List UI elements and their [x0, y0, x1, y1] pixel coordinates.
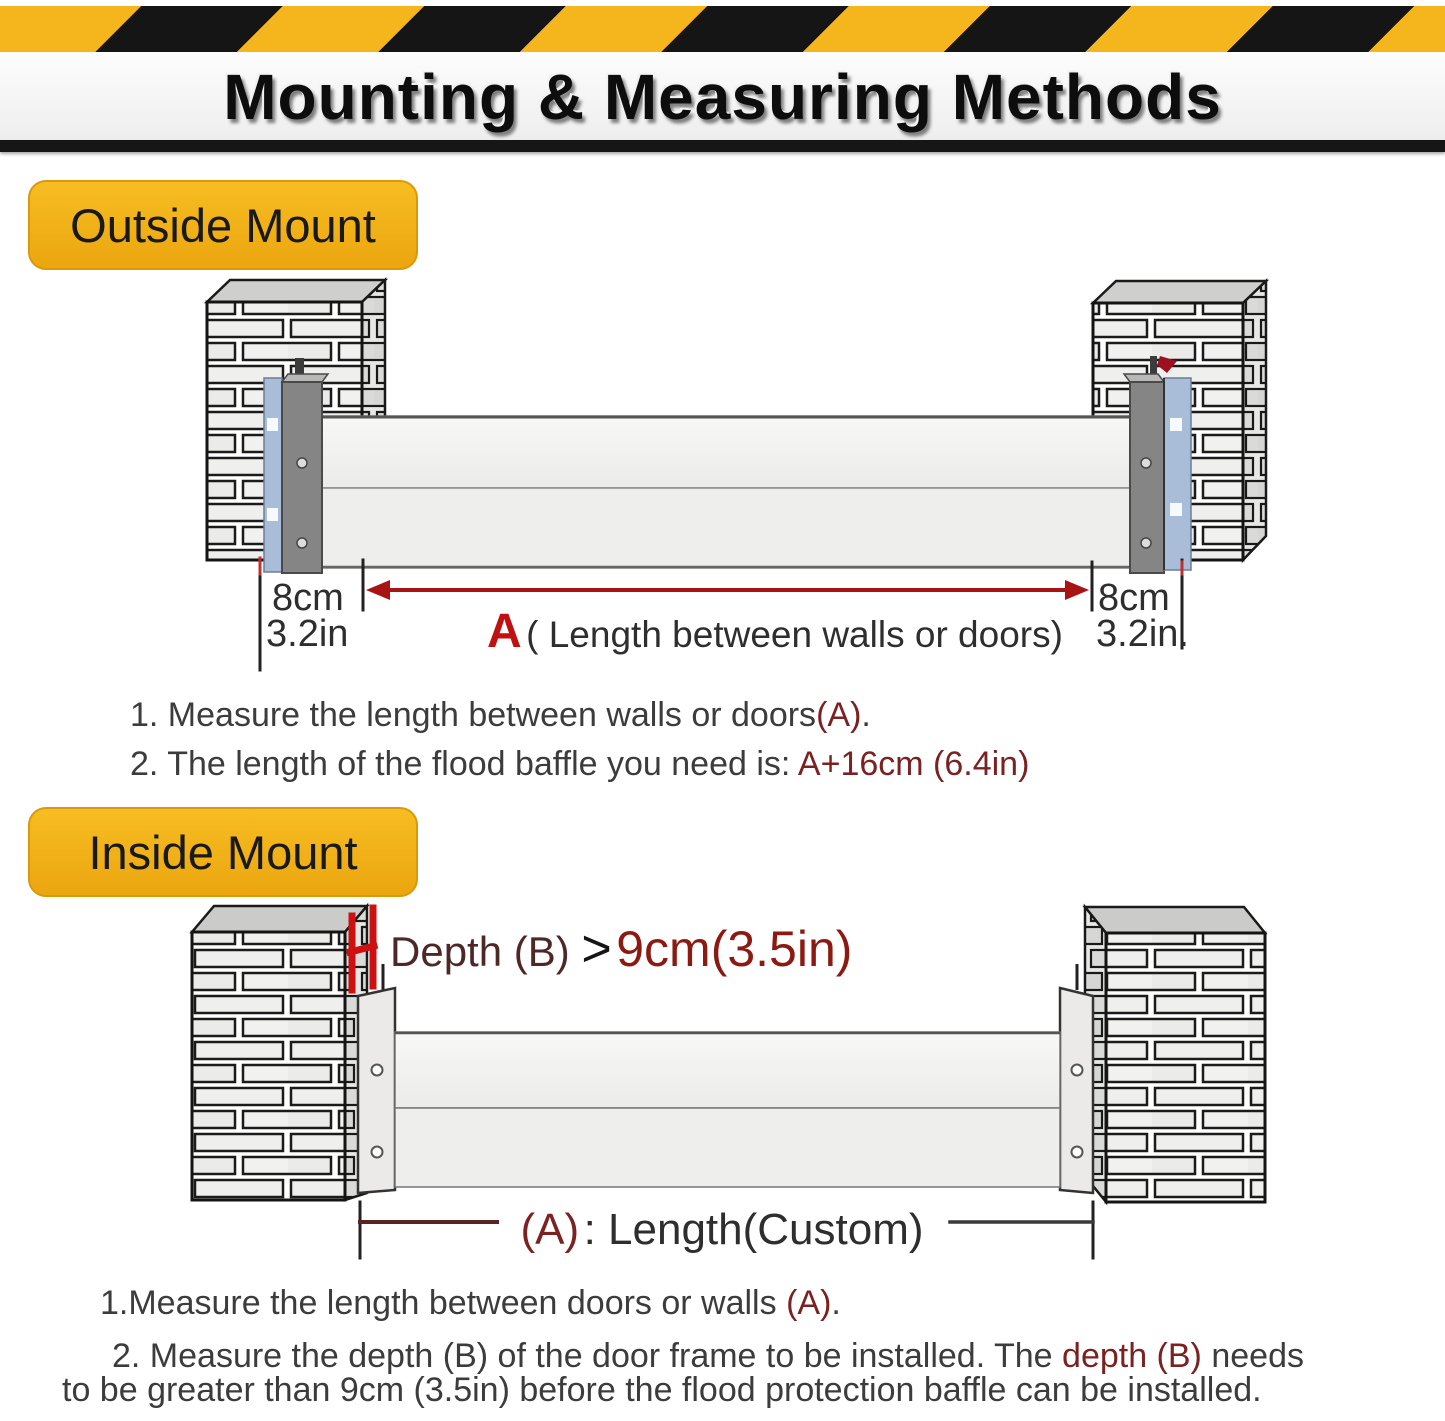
span-length-label-text: ( Length between walls or doors) [526, 614, 1063, 655]
outside-step-1-text: 1. Measure the length between walls or doors [130, 696, 817, 734]
right-seal-strip [1164, 378, 1191, 570]
right-channel-bolt-1 [1141, 458, 1151, 468]
outside-step-2 [130, 745, 1029, 784]
inside-step-2-continued [62, 1371, 1262, 1410]
inside-step-2-highlight: depth (B) [1062, 1337, 1202, 1375]
outside-step-2-highlight: A+16cm (6.4in) [797, 745, 1030, 783]
span-arrowhead-right [1065, 580, 1089, 600]
left-channel-top-bevel [282, 374, 328, 382]
outside-step-1-highlight: (A) [816, 696, 862, 734]
inside-length-label-a: (A) [520, 1205, 580, 1254]
barrier-top-plank [322, 416, 1132, 488]
left-offset-cm-label: 8cm [272, 577, 344, 619]
page-title: Mounting & Measuring Methods [223, 61, 1222, 133]
inside-barrier-bottom-plank [395, 1108, 1060, 1187]
left-pier-top-face [207, 280, 385, 302]
right-offset-in-label: 3.2in. [1096, 613, 1189, 655]
inside-mount-badge-label: Inside Mount [88, 825, 358, 879]
inside-left-pier-top-face [192, 906, 367, 932]
inside-measurements [360, 1202, 1093, 1258]
left-seal-highlight-2 [267, 508, 278, 521]
depth-label-text: Depth (B) [390, 928, 582, 975]
inside-step-2-text: 2. Measure the depth (B) of the door frame to be installed. The [112, 1337, 1063, 1375]
span-length-label [487, 605, 1063, 658]
left-channel-bolt-1 [297, 458, 307, 468]
depth-label-value: 9cm(3.5in) [616, 921, 853, 977]
depth-label-gt-symbol: > [581, 920, 612, 978]
right-pier-top-face [1093, 281, 1266, 303]
inside-left-channel-bolt-2 [372, 1147, 383, 1158]
left-offset-in-label: 3.2in [266, 613, 349, 655]
left-seal-highlight-1 [267, 418, 278, 431]
outside-step-2-text: 2. The length of the flood baffle you need is: [130, 745, 798, 783]
span-arrowhead-left [366, 580, 390, 600]
outside-mount-diagram [0, 270, 1445, 690]
inside-right-pier-top-face [1085, 907, 1265, 933]
inside-step-1-end: . [831, 1284, 841, 1322]
inside-step-2-continued-text: to be greater than 9cm (3.5in) before the flood protection baffle can be installed. [62, 1371, 1262, 1409]
right-channel-top-bevel [1124, 374, 1164, 382]
inside-length-label-text: : Length(Custom) [583, 1205, 924, 1254]
inside-right-brick-pier [1085, 907, 1265, 1202]
span-length-label-a: A [487, 605, 522, 658]
inside-left-brick-pier [192, 906, 367, 1200]
inside-barrier-top-plank [395, 1032, 1060, 1108]
inside-length-label [520, 1205, 923, 1254]
right-seal-highlight-1 [1170, 418, 1182, 431]
outside-step-1 [130, 696, 871, 735]
right-offset-cm-label: 8cm [1098, 577, 1170, 619]
left-channel-bolt-2 [297, 538, 307, 548]
inside-right-channel-body [1060, 988, 1093, 1193]
outside-left-mounting-channel [264, 358, 328, 573]
outside-mount-badge [28, 180, 418, 270]
outside-measurements [260, 558, 1189, 670]
barrier-bottom-plank [322, 488, 1132, 568]
inside-step-2-end: needs [1201, 1337, 1304, 1375]
inside-right-mounting-channel [1060, 964, 1093, 1193]
inside-flood-barrier-panel [395, 1032, 1060, 1187]
inside-step-1-text: 1.Measure the length between doors or walls [100, 1284, 787, 1322]
inside-step-1 [100, 1284, 841, 1323]
outside-right-mounting-channel [1124, 356, 1191, 573]
right-channel-bolt-2 [1141, 538, 1151, 548]
inside-right-channel-bolt-2 [1072, 1147, 1083, 1158]
inside-right-pier-front-face [1106, 933, 1265, 1202]
inside-left-channel-bolt-1 [372, 1065, 383, 1076]
title-divider-bar [0, 140, 1445, 152]
inside-right-channel-bolt-1 [1072, 1065, 1083, 1076]
inside-mount-badge [28, 807, 418, 897]
outside-flood-barrier-panel [322, 416, 1132, 568]
outside-step-1-end: . [861, 696, 871, 734]
depth-label [390, 920, 852, 978]
inside-left-mounting-channel [358, 964, 395, 1193]
right-pier-side-shade [1243, 281, 1266, 560]
inside-left-pier-front-face [192, 932, 345, 1200]
inside-left-channel-body [358, 988, 395, 1193]
inside-mount-diagram [0, 900, 1445, 1270]
hazard-stripe-banner [0, 6, 1445, 54]
inside-step-1-highlight: (A) [786, 1284, 832, 1322]
outside-mount-badge-label: Outside Mount [70, 198, 376, 252]
right-seal-highlight-2 [1170, 503, 1182, 516]
left-seal-strip [264, 378, 282, 572]
